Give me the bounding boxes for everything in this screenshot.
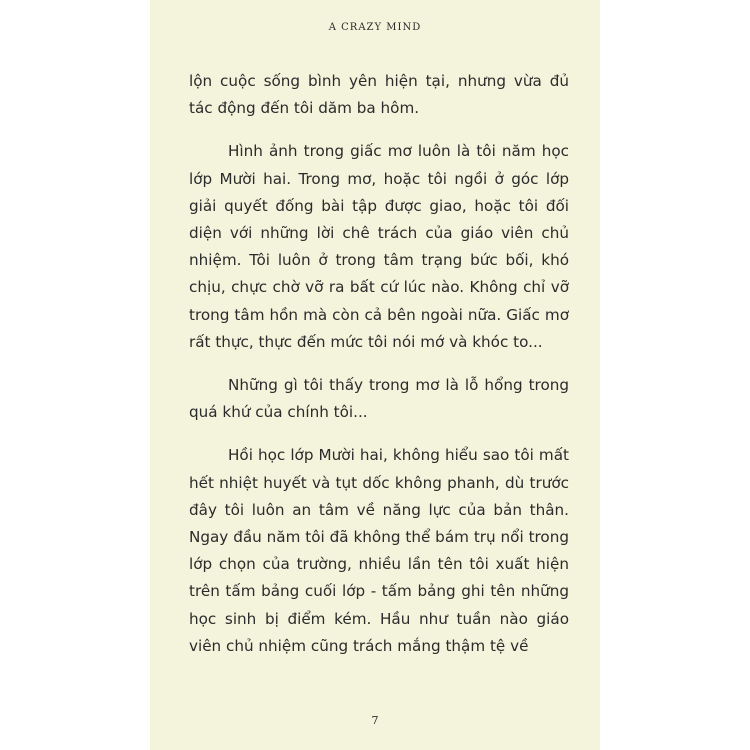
paragraph-grade-twelve: Hồi học lớp Mười hai, không hiểu sao tôi mất hết nhiệt huyết và tụt dốc không phanh, dù trước đây tôi luôn an tâm về năng lực của bản thân. Ngay đầu năm tôi đã không thể bám trụ nổi trong lớp chọn của trường, nhiều lần tên tôi xuất hiện trên tấm bảng cuối lớp - tấm bảng ghi tên những học sinh bị điểm kém. Hầu như tuần nào giáo viên chủ nhiệm cũng trách mắng thậm tệ về [189,446,569,655]
paragraph-dream: Hình ảnh trong giấc mơ luôn là tôi năm học lớp Mười hai. Trong mơ, hoặc tôi ngồi ở góc lớp giải quyết đống bài tập được giao, hoặc tôi đối diện với những lời chê trách của giáo viên chủ nhiệm. Tôi luôn ở trong tâm trạng bức bối, khó chịu, chực chờ vỡ ra bất cứ lúc nào. Không chỉ vỡ trong tâm hồn mà còn cả bên ngoài nữa. Giấc mơ rất thực, thực đến mức tôi nói mớ và khóc to... [189,142,569,351]
paragraph-hole-in-past: Những gì tôi thấy trong mơ là lỗ hổng trong quá khứ của chính tôi... [189,376,569,422]
body-text [189,68,569,676]
paragraph-continuation: lộn cuộc sống bình yên hiện tại, nhưng vừa đủ tác động đến tôi dăm ba hôm. [189,72,569,118]
page-number: 7 [371,714,379,727]
book-page [150,0,600,750]
running-header: A CRAZY MIND [328,22,422,33]
